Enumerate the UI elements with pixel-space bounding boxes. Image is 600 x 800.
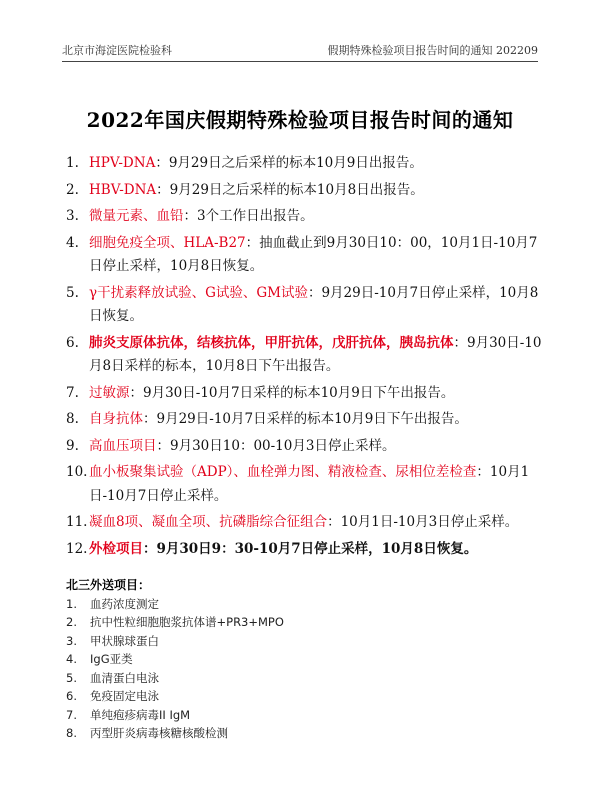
item-label: 血小板聚集试验（ADP）、血栓弹力图、精液检查、尿相位差检查 xyxy=(89,464,477,480)
list-item xyxy=(66,613,542,632)
item-body xyxy=(89,179,542,203)
notice-item xyxy=(66,282,542,329)
list-item xyxy=(66,687,542,706)
section-heading: 北三外送项目： xyxy=(66,578,151,592)
list-item-number: 3. xyxy=(66,633,77,648)
item-label: 高血压项目 xyxy=(89,437,157,454)
list-item-text: 丙型肝炎病毒核糖核酸检测 xyxy=(90,726,228,740)
list-item-text: 免疫固定电泳 xyxy=(90,689,159,703)
item-label: 微量元素、血铅 xyxy=(89,208,184,224)
item-body xyxy=(89,205,542,229)
notice-item xyxy=(66,435,542,459)
notice-item xyxy=(66,232,542,279)
list-item xyxy=(66,595,542,614)
item-number: 3. xyxy=(66,208,79,224)
item-body xyxy=(89,461,542,508)
item-label: 自身抗体 xyxy=(89,411,143,427)
item-text: ：9月30日10：00-10月3日停止采样。 xyxy=(156,437,396,454)
item-number: 12. xyxy=(66,540,88,557)
list-item-number: 4. xyxy=(66,652,77,666)
item-label: γ干扰素释放试验、G试验、GM试验 xyxy=(89,284,308,301)
item-body xyxy=(89,382,542,406)
list-item-text: IgG亚类 xyxy=(90,652,133,666)
list-item xyxy=(66,706,542,725)
item-text: ：9月30日9：30-10月7日停止采样，10月8日恢复。 xyxy=(143,540,478,557)
list-item xyxy=(66,669,542,688)
outsourced-items-section xyxy=(66,576,542,743)
item-body xyxy=(89,282,542,329)
item-label: 凝血8项、凝血全项、抗磷脂综合征组合 xyxy=(89,514,328,530)
notice-item xyxy=(66,382,542,406)
item-body xyxy=(89,435,542,459)
page-header xyxy=(62,40,538,62)
list-item-text: 甲状腺球蛋白 xyxy=(90,633,159,648)
item-number: 9. xyxy=(66,437,79,454)
item-text: ：10月1日-10月3日停止采样。 xyxy=(327,514,519,530)
item-number: 1. xyxy=(66,155,79,171)
notice-item xyxy=(66,408,542,432)
item-text: ：9月29日-10月7日采样的标本10月9日下午出报告。 xyxy=(143,411,468,427)
list-item xyxy=(66,632,542,651)
item-text: ：9月30日-10月8日采样的标本，10月8日下午出报告。 xyxy=(89,334,542,374)
notice-item xyxy=(66,332,542,379)
notice-item xyxy=(66,511,542,535)
item-body xyxy=(89,538,542,562)
item-label: 外检项目 xyxy=(89,540,143,557)
list-item-text: 单纯疱疹病毒II IgM xyxy=(90,707,191,722)
item-label: 过敏源 xyxy=(89,384,130,401)
header-document-title: 假期特殊检验项目报告时间的通知 202209 xyxy=(327,44,538,57)
item-label: HPV-DNA xyxy=(89,155,156,171)
item-text: ：10月1日-10月7日停止采样。 xyxy=(89,464,530,504)
item-label: 肺炎支原体抗体，结核抗体，甲肝抗体，戊肝抗体，胰岛抗体 xyxy=(89,334,454,351)
notice-item xyxy=(66,461,542,508)
item-label: 细胞免疫全项、HLA-B27 xyxy=(89,234,246,251)
item-text: ：3个工作日出报告。 xyxy=(183,208,314,224)
item-text: ：抽血截止到9月30日10：00，10月1日-10月7日停止采样，10月8日恢复。 xyxy=(89,234,538,274)
item-body xyxy=(89,332,542,379)
notice-title: 2022年国庆假期特殊检验项目报告时间的通知 xyxy=(86,108,514,132)
item-text: ：9月30日-10月7日采样的标本10月9日下午出报告。 xyxy=(129,384,455,401)
list-item-number: 2. xyxy=(66,615,77,629)
list-item-number: 5. xyxy=(66,670,77,685)
notice-item xyxy=(66,205,542,229)
item-body xyxy=(89,511,542,535)
item-number: 8. xyxy=(66,411,79,427)
item-number: 10. xyxy=(66,464,88,480)
list-item-number: 6. xyxy=(66,689,77,703)
item-text: ：9月29日之后采样的标本10月9日出报告。 xyxy=(155,155,423,171)
item-label: HBV-DNA xyxy=(89,181,157,198)
notice-item xyxy=(66,152,542,176)
notice-item xyxy=(66,179,542,203)
item-number: 7. xyxy=(66,384,79,401)
notice-item-list xyxy=(66,152,542,564)
item-number: 4. xyxy=(66,234,79,251)
item-text: ：9月29日之后采样的标本10月8日出报告。 xyxy=(156,181,424,198)
item-number: 5. xyxy=(66,284,79,301)
list-item-number: 8. xyxy=(66,726,77,740)
notice-item xyxy=(66,538,542,562)
item-number: 2. xyxy=(66,181,79,198)
item-body xyxy=(89,232,542,279)
list-item xyxy=(66,650,542,669)
item-body xyxy=(89,408,542,432)
list-item-text: 血药浓度测定 xyxy=(90,596,159,611)
item-text: ：9月29日-10月7日停止采样，10月8日恢复。 xyxy=(89,284,539,324)
item-number: 6. xyxy=(66,334,79,351)
list-item-number: 1. xyxy=(66,596,77,611)
header-organization: 北京市海淀医院检验科 xyxy=(62,44,172,57)
item-body xyxy=(89,152,542,176)
list-item-text: 抗中性粒细胞胞浆抗体谱+PR3+MPO xyxy=(90,615,284,629)
list-item-text: 血清蛋白电泳 xyxy=(90,670,159,685)
list-item-number: 7. xyxy=(66,707,77,722)
list-item xyxy=(66,724,542,743)
item-number: 11. xyxy=(66,514,88,530)
